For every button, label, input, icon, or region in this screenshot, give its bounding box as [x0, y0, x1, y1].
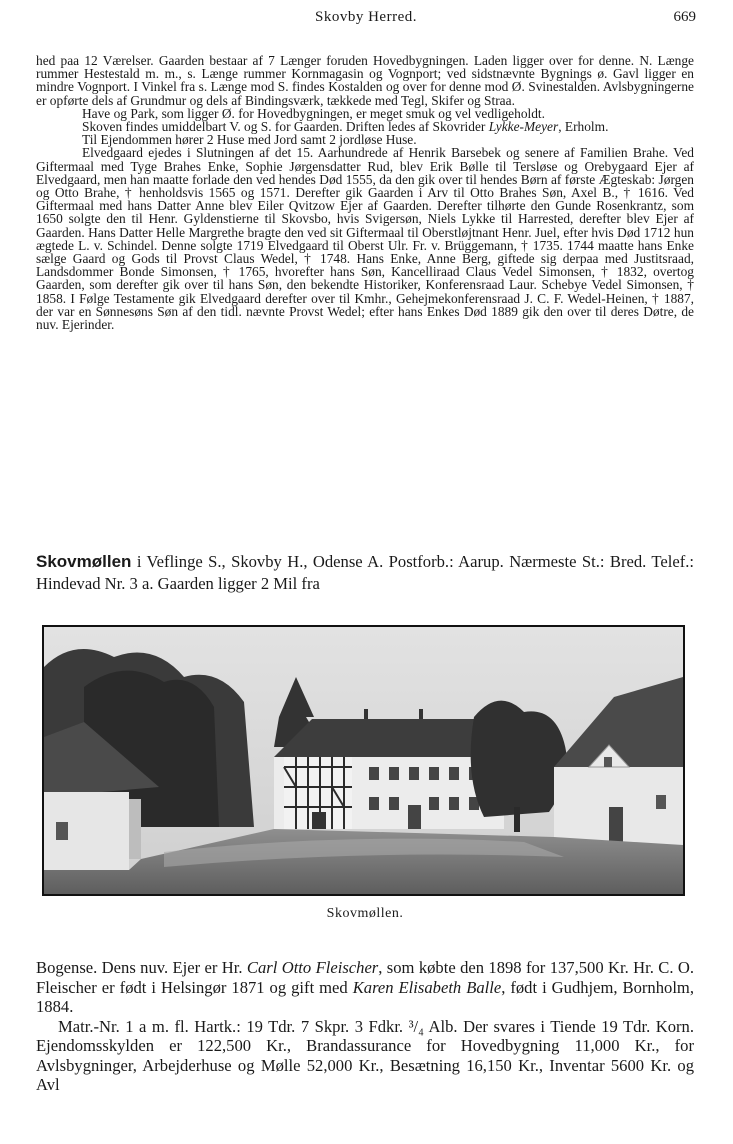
elvedgaard-section	[36, 54, 694, 331]
paragraph-garden: Have og Park, som ligger Ø. for Hovedbygningen, er meget smuk og vel vedligeholdt.	[82, 105, 545, 121]
page-number: 669	[673, 9, 696, 25]
owner-text-mid: , som købte den 1898 for 137,500 Kr. Hr. C. O. Fleischer er født i Helsingør 1871 og gift med	[36, 958, 694, 997]
paragraph-property-values: Matr.-Nr. 1 a m. fl. Hartk.: 19 Tdr. 7 Skpr. 3 Fdkr. ³/₄ Alb. Der svares i Tiende 19 Tdr. Korn. Ejendomsskylden er 122,500 Kr., Brandassurance for Hovedbygning 11,000 Kr., for Avlsbygninger, Arbejderhuse og Mølle 52,000 Kr., Besætning 16,150 Kr., Inventar 5600 Kr. og Avl	[36, 1016, 694, 1094]
paragraph-houses: Til Ejendommen hører 2 Huse med Jord samt 2 jordløse Huse.	[82, 132, 417, 148]
owner-text: Bogense. Dens nuv. Ejer er Hr.	[36, 958, 247, 977]
skovmollen-entry-body	[36, 958, 694, 1095]
skovmollen-photo-illustration	[44, 627, 683, 894]
forest-text-end: , Erholm.	[558, 119, 609, 135]
forester-name: Lykke-Meyer	[488, 119, 559, 135]
photo-caption: Skovmøllen.	[326, 906, 404, 921]
wife-name: Karen Elisabeth Balle	[352, 977, 502, 997]
paragraph-history: Elvedgaard ejedes i Slutningen af det 15. Aarhundrede af Henrik Barsebek og senere af Familien Brahe. Ved Giftermaal med Tyge Brahes Enke, Sophie Jørgensdatter Rud, blev Erik Bølle til Tersløse og Orebygaard Ejer af Elvedgaard, men han maatte forlade den ved hendes Død 1555, da den gik over til hendes Børn af første Ægteskab: Jørgen og Otto Brahe, † henholdsvis 1565 og 1571. Derefter gik Gaarden i Arv til Otto Brahes Søn, Axel B., † 1616. Ved Giftermaal med hans Datter Anne blev Eiler Qvitzow Ejer af Gaarden. Derefter tilhørte den Gunde Rosenkrantz, som 1650 solgte den til Henr. Gyldenstierne til Skovsbo, hvis Svigersøn, Niels Lykke til Harrested, derefter blev Ejer af Gaarden. Hans Datter Helle Margrethe bragte den ved sit Giftermaal til Oberstløjtnant Henr. Juel, efter hvis Død 1712 hun ægtede L. v. Schindel. Denne solgte 1719 Elvedgaard til Oberst Ulr. Fr. v. Brüggemann, † 1735. 1744 maatte hans Enke sælge Gaard og Gods til Provst Claus Wedel, † 1748. Hans Enke, Anne Berg, giftede sig derpaa med Justitsraad, Landsdommer Bonde Simonsen, † 1765, hvorefter hans Søn, Kancelliraad Claus Vedel Simonsen, † 1832, overtog Gaarden, som derefter gik over til hans Søn, den bekendte Historiker, Konferensraad Laur. Schebye Vedel Simonsen, † 1858. I Følge Testamente gik Elvedgaard derefter over til Kmhr., Gehejmekonferensraad J. C. F. Wedel-Heinen, † 1887, der var en Sønnesøns Søn af den tidl. nævnte Provst Wedel; efter hans Enkes Død 1889 gik den over til deres Døtre, de nuv. Ejerinder.	[36, 145, 694, 333]
owner-name: Carl Otto Fleischer	[246, 958, 379, 977]
paragraph-owner	[36, 958, 694, 1017]
skovmollen-entry-heading	[36, 551, 694, 595]
estate-name: Skovmøllen	[36, 552, 132, 571]
header-title: Skovby Herred.	[315, 9, 417, 25]
estate-location-text: i Veflinge S., Skovby H., Odense A. Postforb.: Aarup. Nærmeste St.: Bred. Telef.: Hindevad Nr. 3 a. Gaarden ligger 2 Mil fra	[36, 552, 694, 593]
estate-photo	[42, 625, 685, 896]
paragraph-buildings: hed paa 12 Værelser. Gaarden bestaar af 7 Længer foruden Hovedbygningen. Laden ligger over for denne. N. Længe rummer Hestestald m. m., s. Længe rummer Kornmagasin og Vognport; ved sidstnævnte Bygnings ø. Gavl ligger en mindre Vognport. I Vinkel fra s. Længe mod S. findes Kostalden og over for denne mod Ø. Svinestalden. Avlsbygningerne er opførte dels af Grundmur og dels af Bindingsværk, tækkede med Tegl, Skifer og Straa.	[36, 53, 694, 108]
running-header	[36, 9, 696, 31]
forest-text: Skoven findes umiddelbart V. og S. for Gaarden. Driften ledes af Skovrider	[82, 119, 489, 135]
owner-text-end: , født i Gudhjem, Bornholm, 1884.	[36, 977, 694, 1016]
